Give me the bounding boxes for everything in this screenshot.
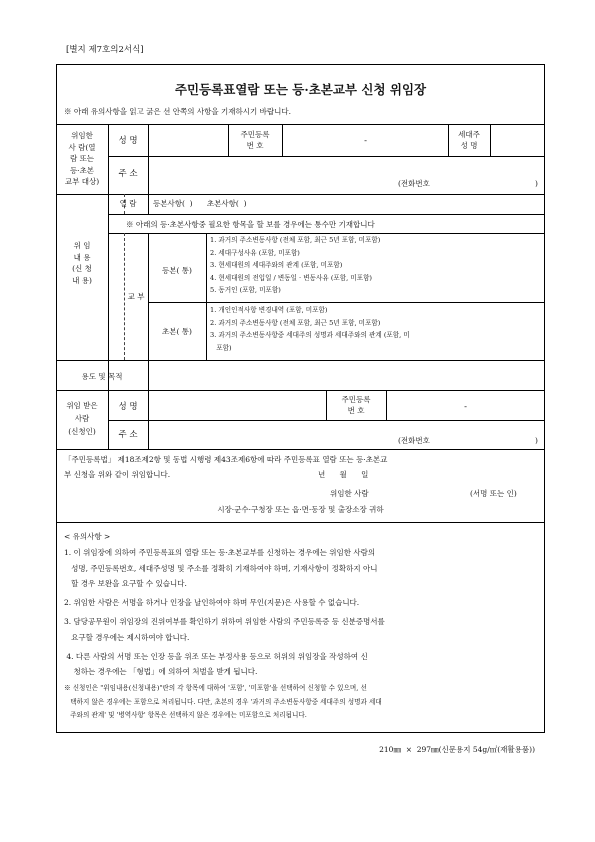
note-item: 3. 담당공무원이 위임장의 진위여부를 확인하기 위하여 위임한 사람의 주민등록증 등 신분증명서를 xyxy=(64,617,385,626)
statement-line: 부 신청을 위와 같이 위임합니다. xyxy=(64,470,171,479)
issue-label: 교 부 xyxy=(127,292,145,301)
phone-close-paren: ) xyxy=(535,436,538,445)
note-item: 청하는 경우에는 「형법」에 의하여 처벌을 받게 됩니다. xyxy=(64,667,258,676)
delegate-name-label: 성 명 xyxy=(118,402,138,412)
chobon-items xyxy=(210,307,410,357)
grid-rule xyxy=(108,214,545,215)
notes-heading: < 유의사항 > xyxy=(64,532,111,541)
delegate-address-label: 주 소 xyxy=(118,430,138,440)
chobon-item[interactable]: 포함) xyxy=(210,343,232,352)
chobon-item[interactable]: 1. 개인인적사항 변경내역 (포함, 미포함) xyxy=(210,306,328,314)
deungbon-item[interactable]: 2. 세대구성사유 (포함, 미포함) xyxy=(210,248,300,257)
note-item: 4. 다른 사람의 서명 또는 인장 등을 위조 또는 부정사용 등으로 허위의 위임장을 작성하여 신 xyxy=(64,651,368,661)
delegator-address-field[interactable] xyxy=(149,157,544,193)
delegator-rrn-label: 주민등록 번 호 xyxy=(240,130,270,150)
phone-close-paren: ) xyxy=(535,179,538,188)
chobon-label: 초본( 통) xyxy=(162,327,192,336)
note-item: 2. 위임한 사람은 서명을 하거나 인장을 날인하여야 하며 무인(지문)은 사용할 수 없습니다. xyxy=(64,598,360,607)
grid-rule xyxy=(56,449,545,450)
delegator-address-label: 주 소 xyxy=(118,169,138,179)
note-item: 요구할 경우에는 제시하여야 합니다. xyxy=(64,632,190,642)
purpose-field[interactable] xyxy=(149,361,544,389)
delegator-section-label: 위임한 사 람(열 람 또는 등·초본 교부 대상) xyxy=(64,131,100,186)
chobon-item[interactable]: 2. 과거의 주소변동사항 (전체 포함, 최근 5년 포함, 미포함) xyxy=(210,318,381,327)
form-number: [별지 제7호의2서식] xyxy=(66,45,144,55)
footnote-line: ※ 신청인은 "위임내용(신청내용)"란의 각 항목에 대하여 '포함', '미포함'을 선택하여 신청할 수 있으며, 선 xyxy=(64,684,367,692)
delegate-address-field[interactable] xyxy=(149,421,544,448)
note-item: 할 경우 보완을 요구할 수 있습니다. xyxy=(64,579,187,588)
footnote-line: 택하지 않은 경우에는 포함으로 처리됩니다. 다만, 초본의 경우 '과거의 주소변동사항중 세대주의 성명과 세대 xyxy=(64,697,382,706)
delegate-phone-label: (전화번호 xyxy=(398,436,430,445)
delegator-rrn-field[interactable]: - xyxy=(364,136,367,146)
paper-spec: 210㎜ × 297㎜(신문용지 54g/㎡(재활용품)) xyxy=(379,745,535,754)
deungbon-item[interactable]: 5. 동거인 (포함, 미포함) xyxy=(210,286,281,294)
delegator-phone-label: (전화번호 xyxy=(398,179,430,188)
delegation-section-label: 위 임 내 용 (신 청 내 용) xyxy=(72,241,92,285)
grid-rule xyxy=(148,302,545,303)
grid-rule xyxy=(56,522,545,523)
statement-date[interactable]: 년 월 일 xyxy=(318,470,369,479)
delegate-section-label: 위임 받은 사람 (신청인) xyxy=(66,401,98,436)
page-title: 주민등록표열람 또는 등·초본교부 신청 위임장 xyxy=(174,82,427,97)
delegator-name-label: 성 명 xyxy=(118,136,138,146)
view-label: 열 람 xyxy=(119,199,137,208)
signer-label: 위임한 사람 xyxy=(330,489,369,498)
instruction-text: ※ 아래 유의사항을 읽고 굵은 선 안쪽의 사항을 기재하시기 바랍니다. xyxy=(64,107,291,116)
deungbon-item[interactable]: 4. 현세대원의 전입일 / 변동일 · 변동사유 (포함, 미포함) xyxy=(210,273,373,282)
footnote-line: 주와의 관계' 및 '병역사항' 항목은 선택하지 않은 경우에는 미포함으로 처리됩니다. xyxy=(64,711,307,719)
addressee: 시장·군수·구청장 또는 읍·면·동장 및 출장소장 귀하 xyxy=(217,505,384,514)
grid-rule xyxy=(108,233,545,234)
delegate-name-field[interactable] xyxy=(149,391,325,419)
delegation-note: ※ 아래의 등·초본사항중 필요한 항목을 할 보를 경우에는 통수만 기재합니다 xyxy=(126,220,375,229)
view-options[interactable]: 등본사항( ) 초본사항( ) xyxy=(153,199,247,208)
grid-rule xyxy=(206,233,207,360)
delegate-rrn-field[interactable]: - xyxy=(464,402,467,412)
deungbon-items xyxy=(210,237,380,300)
chobon-item[interactable]: 3. 과거의 주소변동사항중 세대주의 성명과 세대주와의 관계 (포함, 미 xyxy=(210,331,410,339)
notes-list xyxy=(64,549,385,726)
deungbon-item[interactable]: 3. 현세대원의 세대주와의 관계 (포함, 미포함) xyxy=(210,261,343,269)
delegator-head-label: 세대주 성 명 xyxy=(458,130,480,150)
statement-line: 「주민등록법」 제18조제2항 및 동법 시행령 제43조제6항에 따라 주민등록표 열람 또는 등·초본교 xyxy=(64,455,388,464)
delegate-rrn-label: 주민등록 번 호 xyxy=(341,395,371,415)
grid-rule xyxy=(148,194,149,214)
delegator-head-field[interactable] xyxy=(491,125,544,155)
note-item: 1. 이 위임장에 의하여 주민등록표의 열람 또는 등·초본교부를 신청하는 경우에는 위임한 사람의 xyxy=(64,548,376,557)
grid-rule xyxy=(148,233,149,360)
deungbon-item[interactable]: 1. 과거의 주소변동사항 (전체 포함, 최근 5년 포함, 미포함) xyxy=(210,236,381,244)
thick-rule xyxy=(56,124,545,125)
note-item: 성명, 주민등록번호, 세대주성명 및 주소를 정확히 기재하여야 하며, 기재사항이 정확하지 아니 xyxy=(64,563,378,573)
deungbon-label: 등본( 통) xyxy=(162,266,192,275)
grid-rule xyxy=(56,194,545,195)
delegator-name-field[interactable] xyxy=(149,125,227,155)
sign-note[interactable]: (서명 또는 인) xyxy=(470,489,517,498)
purpose-label: 용도 및 목적 xyxy=(81,372,123,381)
